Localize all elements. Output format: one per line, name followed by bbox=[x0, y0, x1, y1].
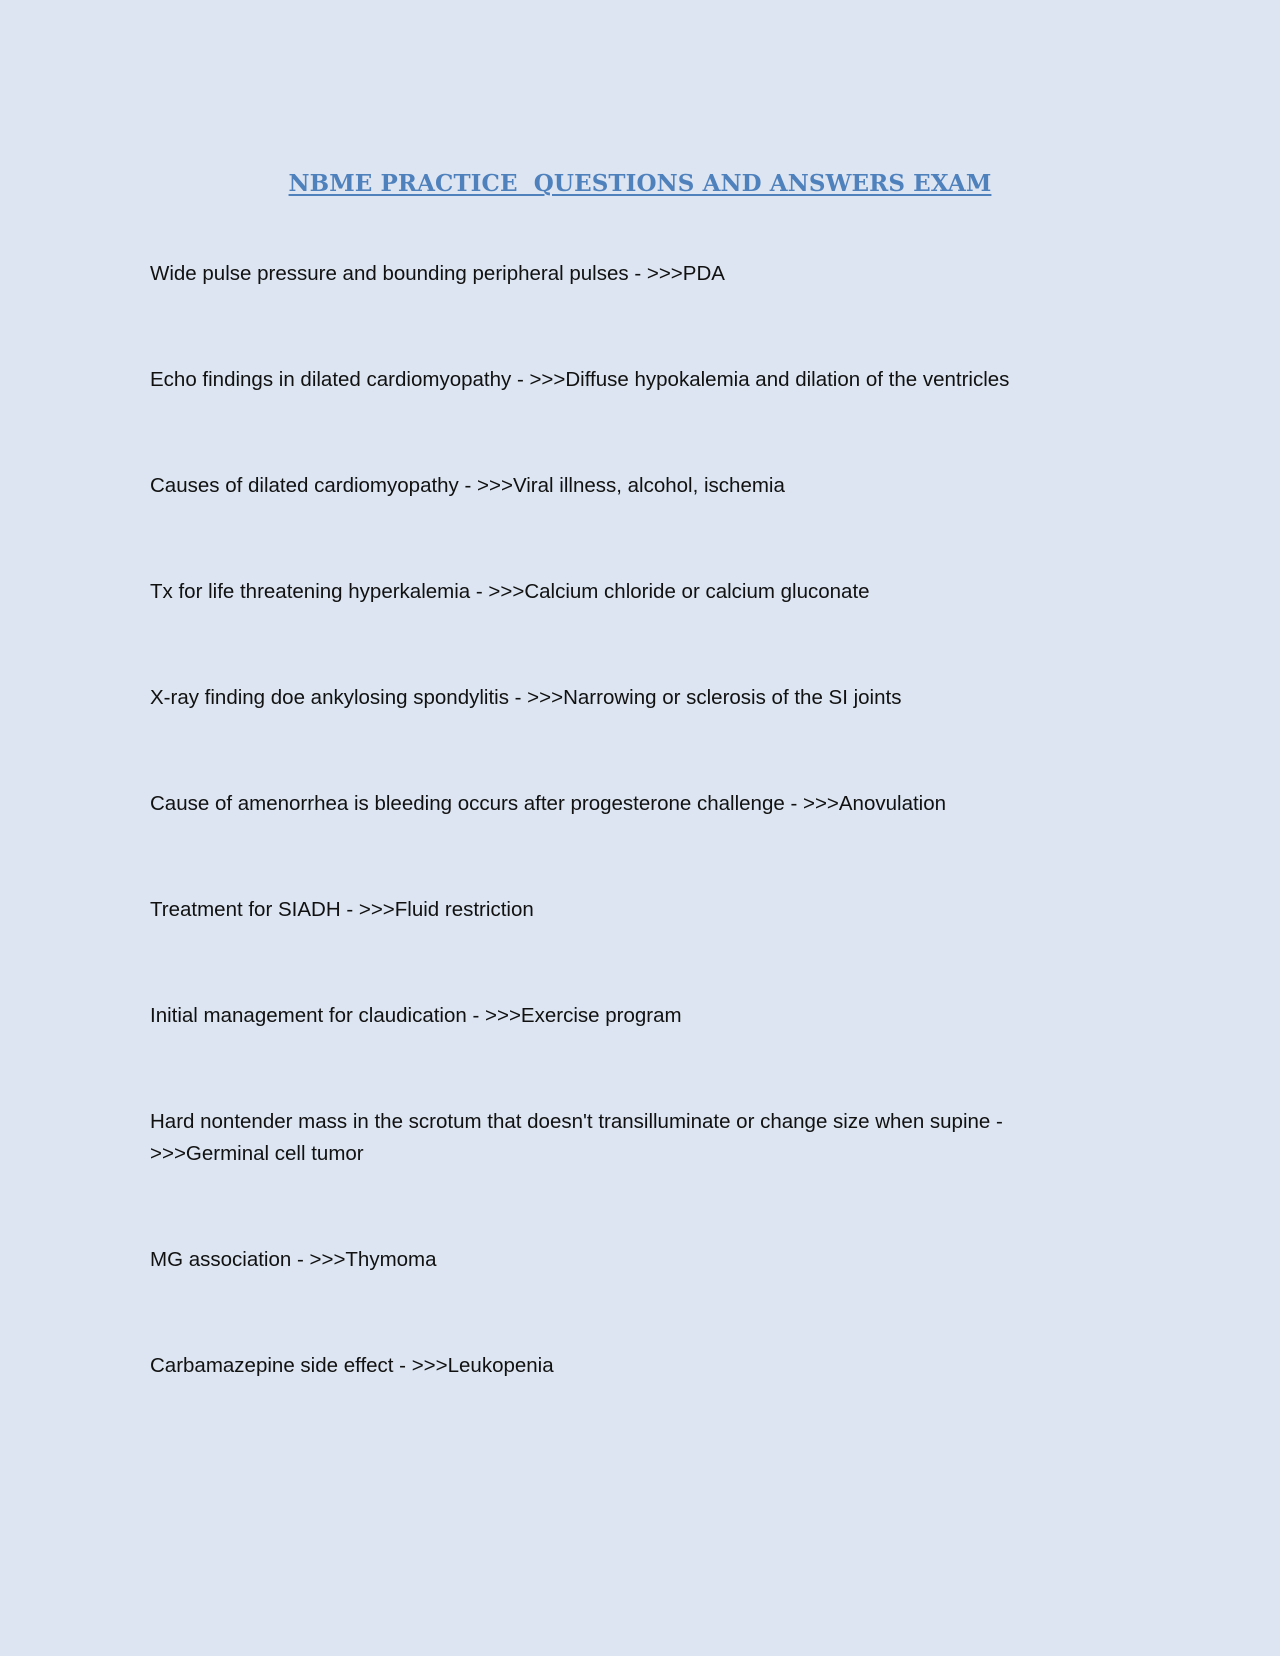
qa-item: Cause of amenorrhea is bleeding occurs after progesterone challenge - >>>Anovulation bbox=[150, 792, 947, 815]
qa-list bbox=[150, 258, 1070, 1456]
qa-item: Treatment for SIADH - >>>Fluid restriction bbox=[150, 898, 534, 921]
qa-item: Hard nontender mass in the scrotum that doesn't transilluminate or change size when supine - >>>Germinal cell tumor bbox=[150, 1110, 1003, 1165]
qa-item: Tx for life threatening hyperkalemia - >>>Calcium chloride or calcium gluconate bbox=[150, 580, 870, 603]
qa-item: Initial management for claudication - >>>Exercise program bbox=[150, 1004, 682, 1027]
qa-item: Carbamazepine side effect - >>>Leukopenia bbox=[150, 1354, 554, 1377]
qa-item: X-ray finding doe ankylosing spondylitis - >>>Narrowing or sclerosis of the SI joints bbox=[150, 686, 902, 709]
qa-item: MG association - >>>Thymoma bbox=[150, 1248, 437, 1271]
qa-item: Causes of dilated cardiomyopathy - >>>Viral illness, alcohol, ischemia bbox=[150, 474, 785, 497]
qa-item: Echo findings in dilated cardiomyopathy - >>>Diffuse hypokalemia and dilation of the ventricles bbox=[150, 368, 1010, 391]
qa-item: Wide pulse pressure and bounding peripheral pulses - >>>PDA bbox=[150, 262, 725, 285]
document-title: NBME PRACTICE QUESTIONS AND ANSWERS EXAM bbox=[288, 170, 992, 197]
